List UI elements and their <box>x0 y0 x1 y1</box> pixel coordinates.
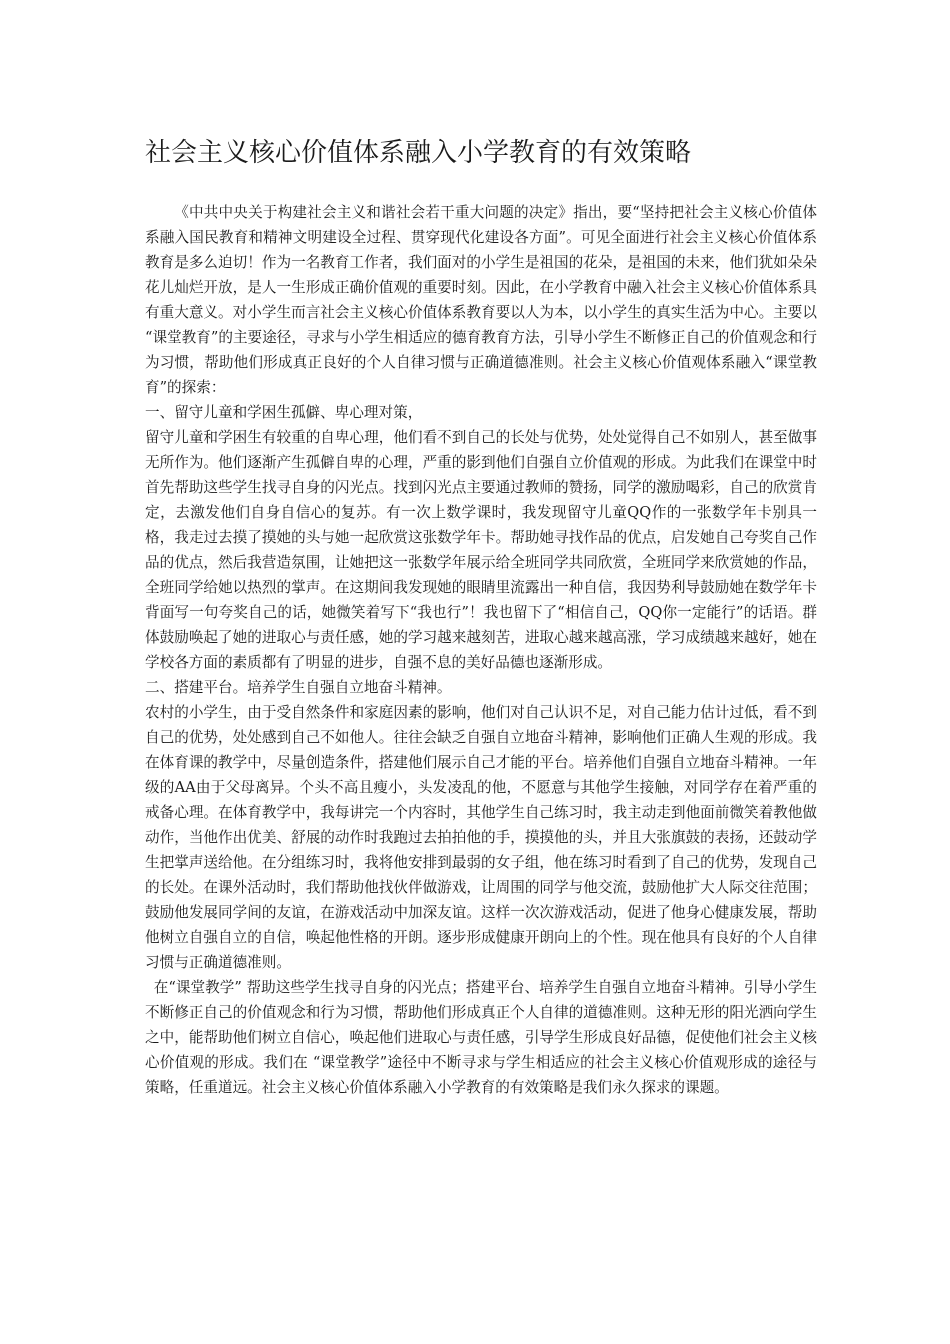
section-heading-2: 二、搭建平台。培养学生自强自立地奋斗精神。 <box>145 679 452 696</box>
paragraph-conclusion: 在“课堂教学” 帮助这些学生找寻自身的闪光点；搭建平台、培养学生自强自立地奋斗精神。引导小学生不断修正自己的价值观念和行为习惯，帮助他们形成真正个人自律的道德准则。这种无形的阳光洒向学生之中，能帮助他们树立自信心，唤起他们进取心与责任感，引导学生形成良好品德，促使他们社会主义核心价值观的形成。我们在 “课堂教学”途径中不断寻求与学生相适应的社会主义核心价值观形成的途径与策略，任重道远。社会主义核心价值体系融入小学教育的有效策略是我们永久探求的课题。 <box>145 979 817 1096</box>
document-title: 社会主义核心价值体系融入小学教育的有效策略 <box>145 138 692 168</box>
paragraph-section-2: 农村的小学生，由于受自然条件和家庭因素的影响，他们对自己认识不足，对自己能力估计过低，看不到自己的优势，处处感到自己不如他人。往往会缺乏自强自立地奋斗精神，影响他们正确人生观的形成。我在体育课的教学中，尽量创造条件，搭建他们展示自己才能的平台。培养他们自强自立地奋斗精神。一年级的AA由于父母离异。个头不高且瘦小，头发凌乱的他，不愿意与其他学生接触，对同学存在着严重的戒备心理。在体育教学中，我每讲完一个内容时，其他学生自己练习时，我主动走到他面前微笑着教他做动作，当他作出优美、舒展的动作时我跑过去拍拍他的手，摸摸他的头，并且大张旗鼓的表扬，还鼓动学生把掌声送给他。在分组练习时，我将他安排到最弱的女子组，他在练习时看到了自己的优势，发现自己的长处。在课外活动时，我们帮助他找伙伴做游戏，让周围的同学与他交流，鼓励他扩大人际交往范围；鼓励他发展同学间的友谊，在游戏活动中加深友谊。这样一次次游戏活动，促进了他身心健康发展，帮助他树立自强自立的自信，唤起他性格的开朗。逐步形成健康开朗向上的个性。现在他具有良好的个人自律习惯与正确道德准则。 <box>145 704 817 971</box>
paragraph-section-1: 留守儿童和学困生有较重的自卑心理，他们看不到自己的长处与优势，处处觉得自己不如别人，甚至做事无所作为。他们逐渐产生孤僻自卑的心理，严重的影到他们自强自立价值观的形成。为此我们在课堂中时首先帮助这些学生找寻自身的闪光点。找到闪光点主要通过教师的赞扬，同学的激励喝彩，自己的欣赏肯定，去激发他们自身自信心的复苏。有一次上数学课时，我发现留守儿童QQ作的一张数学年卡别具一格，我走过去摸了摸她的头与她一起欣赏这张数学年卡。帮助她寻找作品的优点，启发她自己夸奖自己作品的优点，然后我营造氛围，让她把这一张数学年展示给全班同学共同欣赏，全班同学来欣赏她的作品，全班同学给她以热烈的掌声。在这期间我发现她的眼睛里流露出一种自信，我因势利导鼓励她在数学年卡背面写一句夸奖自己的话，她微笑着写下“我也行”！我也留下了“相信自己，QQ你一定能行”的话语。群体鼓励唤起了她的进取心与责任感，她的学习越来越刻苦，进取心越来越高涨，学习成绩越来越好，她在学校各方面的素质都有了明显的进步，自强不息的美好品德也逐渐形成。 <box>145 429 817 671</box>
section-heading-1: 一、留守儿童和学困生孤僻、卑心理对策， <box>145 404 423 421</box>
paragraph-intro: 《中共中央关于构建社会主义和谐社会若干重大问题的决定》指出，要“坚持把社会主义核心价值体系融入国民教育和精神文明建设全过程、贯穿现代化建设各方面”。可见全面进行社会主义核心价值体系教育是多么迫切！作为一名教育工作者，我们面对的小学生是祖国的花朵，是祖国的未来，他们犹如朵朵花儿灿烂开放，是人一生形成正确价值观的重要时刻。因此，在小学教育中融入社会主义核心价值体系具有重大意义。对小学生而言社会主义核心价值体系教育要以人为本，以小学生的真实生活为中心。主要以 “课堂教育”的主要途径，寻求与小学生相适应的德育教育方法，引导小学生不断修正自己的价值观念和行为习惯，帮助他们形成真正良好的个人自律习惯与正确道德准则。社会主义核心价值观体系融入“课堂教育”的探索： <box>145 204 817 396</box>
document-body <box>145 200 817 1100</box>
